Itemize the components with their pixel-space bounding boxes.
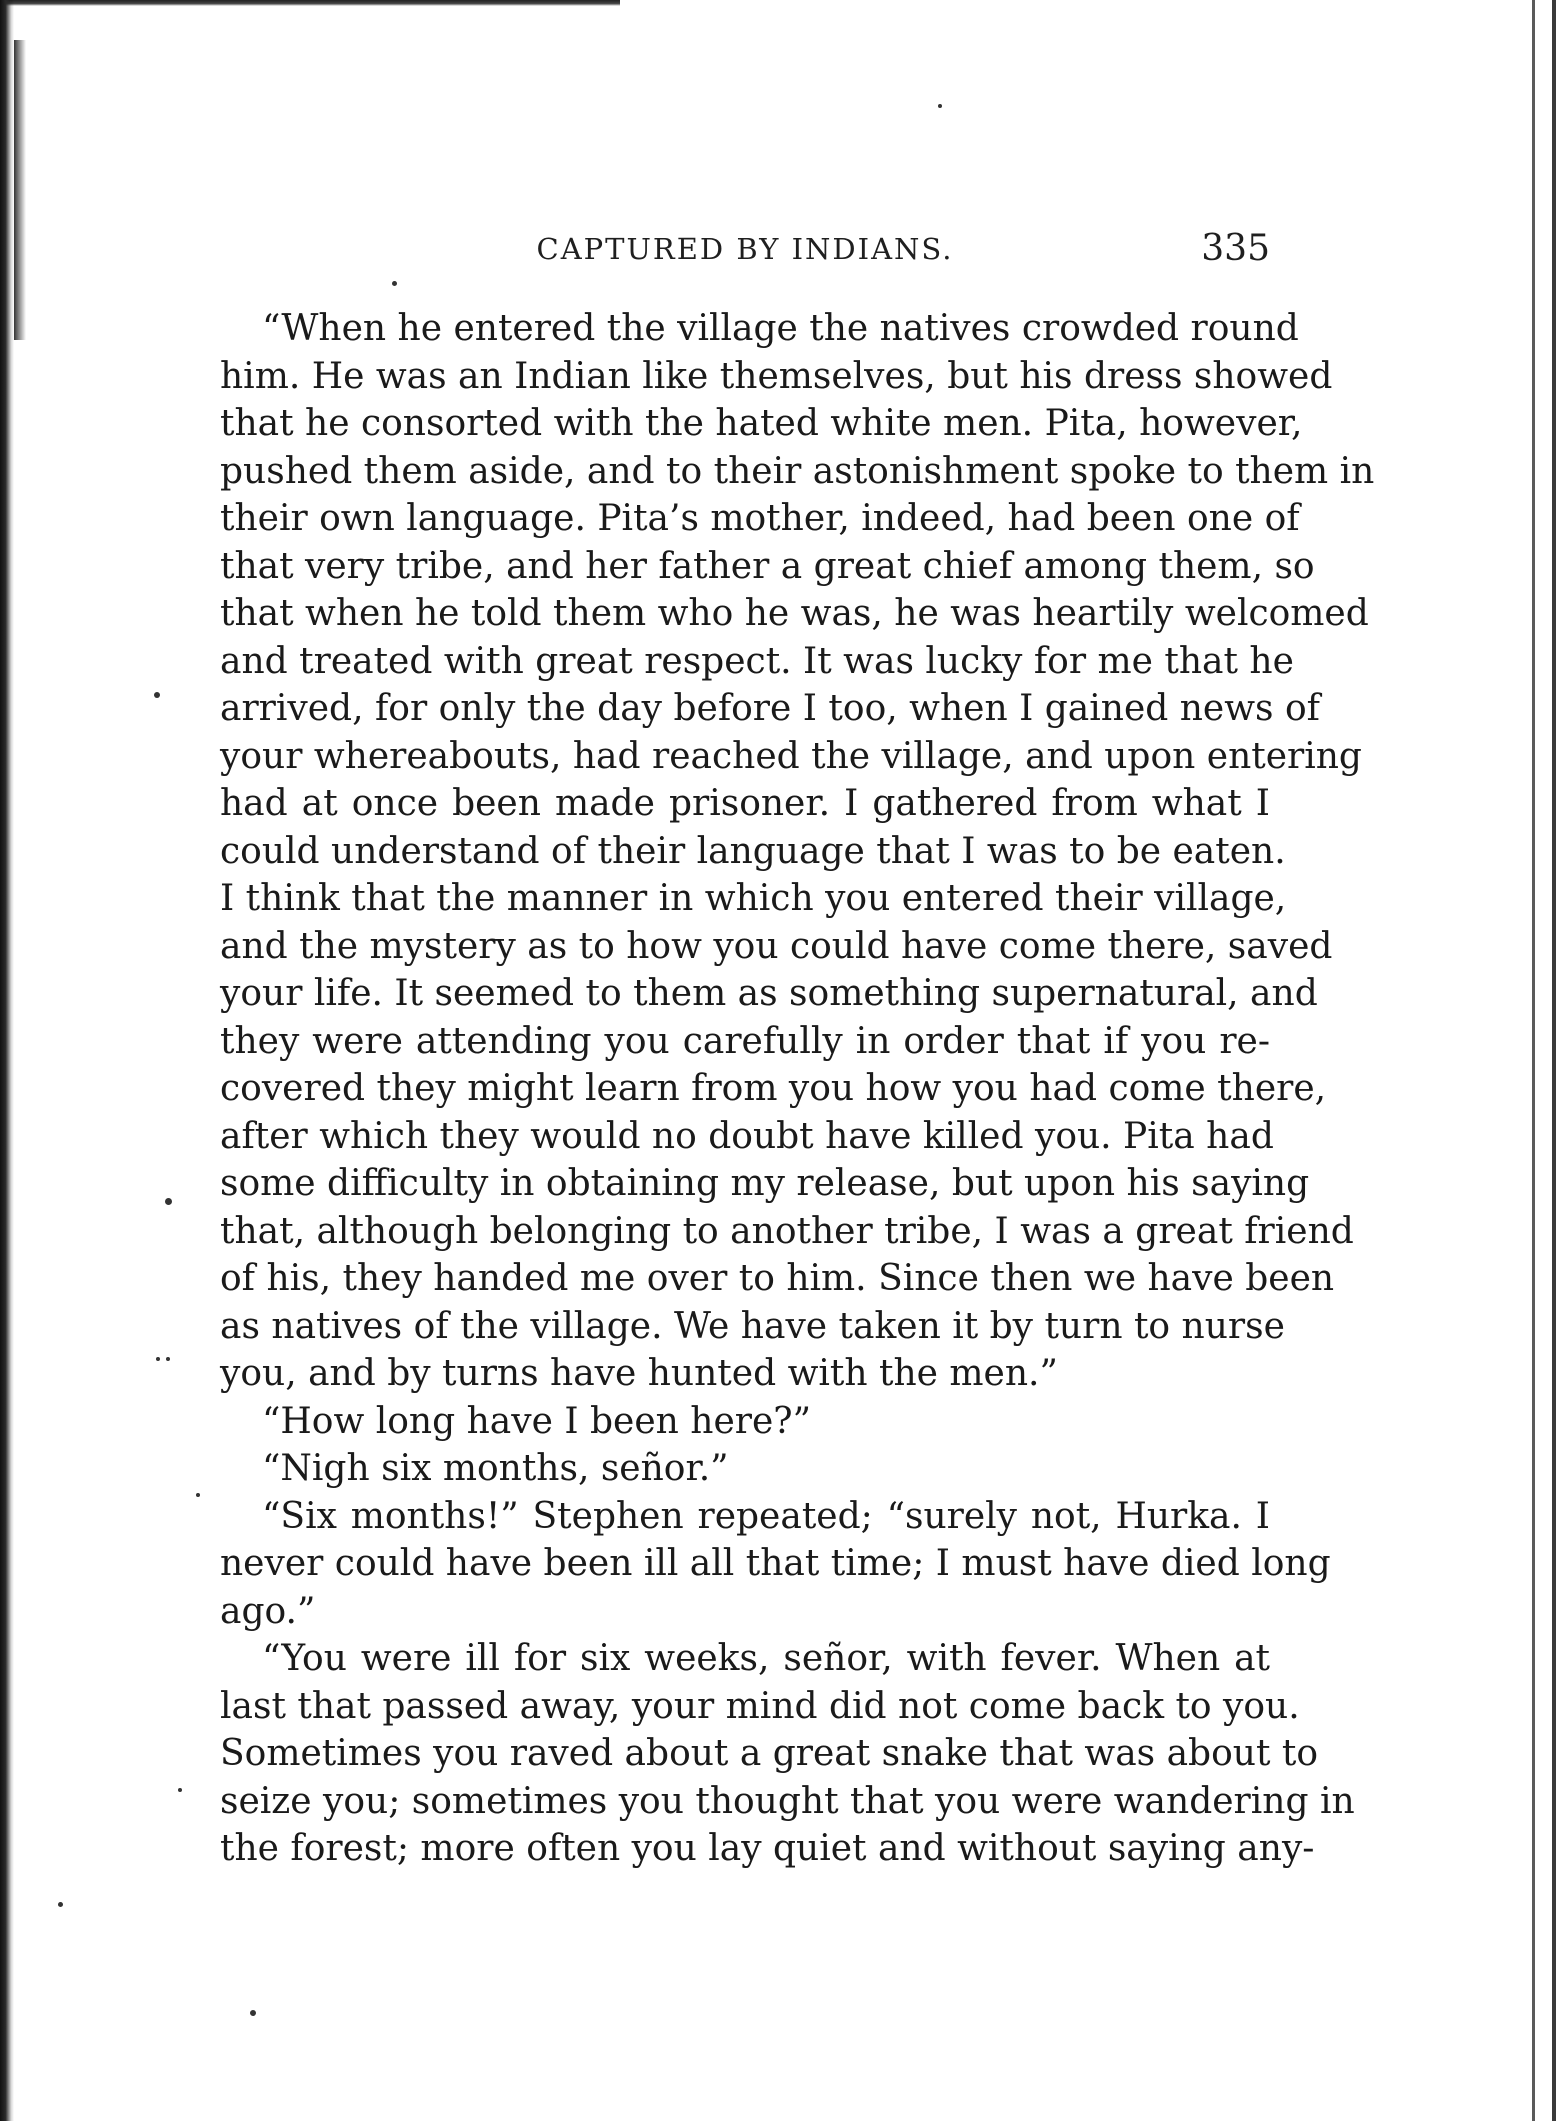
text-line: covered they might learn from you how you had come there,	[220, 1068, 1327, 1109]
scan-edge-top	[0, 0, 620, 6]
text-line: that very tribe, and her father a great chief among them, so	[220, 545, 1315, 587]
text-line: their own language. Pita’s mother, indeed, had been one of	[220, 498, 1300, 539]
text-line: had at once been made prisoner. I gathered from what I	[220, 783, 1270, 824]
text-line: as natives of the village. We have taken it by turn to nurse	[220, 1305, 1285, 1347]
running-title: CAPTURED BY INDIANS.	[536, 232, 954, 266]
text-line: the forest; more often you lay quiet and without saying any-	[220, 1828, 1315, 1869]
running-head	[220, 228, 1270, 282]
text-line: that, although belonging to another tribe, I was a great friend	[220, 1210, 1354, 1252]
scan-speck	[392, 281, 397, 286]
text-line: they were attending you carefully in order that if you re-	[220, 1020, 1270, 1062]
scan-speck	[58, 1902, 63, 1907]
body-text	[220, 305, 1375, 1873]
text-line: and the mystery as to how you could have come there, saved	[220, 925, 1333, 967]
scan-speck	[250, 2010, 256, 2016]
scan-edge-left-shadow	[14, 40, 26, 340]
text-line: “Nigh six months, señor.”	[262, 1448, 729, 1489]
text-line: that he consorted with the hated white men. Pita, however,	[220, 403, 1303, 444]
scan-speck	[166, 1357, 170, 1361]
text-line: after which they would no doubt have killed you. Pita had	[220, 1115, 1274, 1157]
scan-edge-right-line-outer	[1552, 0, 1556, 2121]
text-line: of his, they handed me over to him. Since then we have been	[220, 1258, 1335, 1299]
text-line: seize you; sometimes you thought that you were wandering in	[220, 1780, 1355, 1822]
text-line: him. He was an Indian like themselves, but his dress showed	[220, 355, 1333, 397]
text-line: you, and by turns have hunted with the men.”	[220, 1353, 1058, 1394]
text-line: Sometimes you raved about a great snake that was about to	[220, 1733, 1318, 1774]
text-line: your whereabouts, had reached the village, and upon entering	[220, 735, 1362, 777]
scan-edge-right-line	[1532, 0, 1535, 2121]
scan-speck	[938, 104, 942, 108]
text-line: “You were ill for six weeks, señor, with fever. When at	[262, 1638, 1270, 1679]
text-line: some difficulty in obtaining my release, but upon his saying	[220, 1163, 1310, 1204]
scan-speck	[154, 692, 160, 698]
text-line: last that passed away, your mind did not come back to you.	[220, 1685, 1300, 1727]
text-line: I think that the manner in which you entered their village,	[220, 878, 1287, 919]
text-line: arrived, for only the day before I too, when I gained news of	[220, 688, 1320, 729]
scan-edge-left	[0, 0, 14, 2121]
text-line: could understand of their language that I was to be eaten.	[220, 830, 1286, 872]
page-number: 335	[1201, 228, 1270, 269]
scan-speck	[165, 1198, 172, 1205]
text-line: and treated with great respect. It was lucky for me that he	[220, 640, 1294, 682]
text-line: that when he told them who he was, he was heartily welcomed	[220, 593, 1369, 634]
text-line: never could have been ill all that time; I must have died long	[220, 1543, 1331, 1584]
text-line: “When he entered the village the natives crowded round	[262, 308, 1299, 349]
text-line: your life. It seemed to them as something supernatural, and	[220, 973, 1318, 1014]
scan-speck	[156, 1357, 160, 1361]
text-line: “How long have I been here?”	[262, 1400, 811, 1442]
text-line: ago.”	[220, 1590, 316, 1632]
scan-speck	[178, 1788, 182, 1792]
scan-speck	[196, 1493, 200, 1497]
text-line: pushed them aside, and to their astonishment spoke to them in	[220, 450, 1375, 492]
text-line: “Six months!” Stephen repeated; “surely not, Hurka. I	[262, 1495, 1270, 1537]
